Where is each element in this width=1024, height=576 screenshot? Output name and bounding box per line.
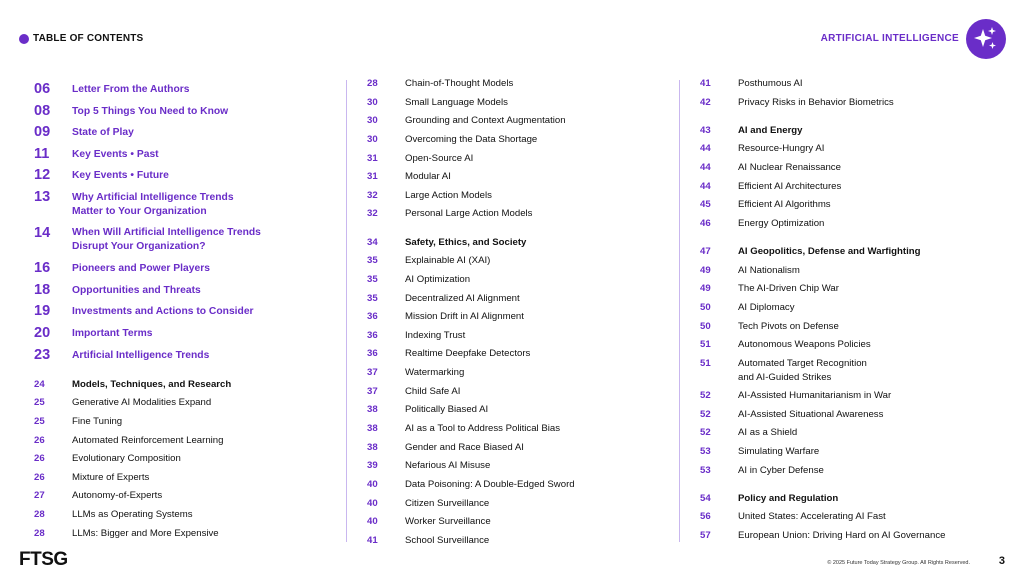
toc-column-3 <box>700 75 1000 546</box>
toc-entry[interactable]: 32 Personal Large Action Models <box>367 208 533 220</box>
toc-entry[interactable]: 38 Gender and Race Biased AI <box>367 441 524 453</box>
toc-entry[interactable]: 51 Autonomous Weapons Policies <box>700 339 871 351</box>
toc-entry[interactable]: 19 Investments and Actions to Consider <box>34 303 254 320</box>
toc-entry[interactable]: 39 Nefarious AI Misuse <box>367 460 491 472</box>
toc-entry[interactable]: 38 Politically Biased AI <box>367 404 489 416</box>
toc-entry[interactable]: 14 When Will Artificial Intelligence Trends Disrupt Your Organization? <box>34 224 261 253</box>
toc-entry[interactable]: 52 AI-Assisted Situational Awareness <box>700 408 884 420</box>
toc-entry[interactable]: 40 Data Poisoning: A Double-Edged Sword <box>367 478 575 490</box>
toc-entry[interactable]: 31 Open-Source AI <box>367 152 474 164</box>
toc-entry[interactable]: 53 AI in Cyber Defense <box>700 464 824 476</box>
toc-section-heading[interactable]: 43 AI and Energy <box>700 124 803 136</box>
toc-entry[interactable]: 38 AI as a Tool to Address Political Bias <box>367 423 561 435</box>
spacer <box>367 224 667 234</box>
toc-column-1 <box>34 79 334 543</box>
toc-section-heading[interactable]: 54 Policy and Regulation <box>700 492 839 504</box>
toc-entry[interactable]: 42 Privacy Risks in Behavior Biometrics <box>700 96 894 108</box>
toc-entry[interactable]: 26 Evolutionary Composition <box>34 453 181 465</box>
toc-entry[interactable]: 16 Pioneers and Power Players <box>34 260 210 277</box>
page-number: 3 <box>998 555 1005 567</box>
toc-label: TABLE OF CONTENTS <box>33 33 144 44</box>
toc-entry[interactable]: 36 Indexing Trust <box>367 329 466 341</box>
toc-entry[interactable]: 56 United States: Accelerating AI Fast <box>700 511 886 523</box>
toc-entry[interactable]: 44 Resource-Hungry AI <box>700 143 825 155</box>
toc-entry[interactable]: 13 Why Artificial Intelligence Trends Matter to Your Organization <box>34 188 234 217</box>
ftsg-logo: FTSG <box>19 549 68 570</box>
page-header <box>0 0 1024 70</box>
toc-entry[interactable]: 08 Top 5 Things You Need to Know <box>34 102 229 119</box>
toc-entry[interactable]: 53 Simulating Warfare <box>700 445 820 457</box>
toc-entry[interactable]: 23 Artificial Intelligence Trends <box>34 346 210 363</box>
toc-entry[interactable]: 20 Important Terms <box>34 324 153 341</box>
spacer <box>700 112 1000 122</box>
toc-entry[interactable]: 27 Autonomy-of-Experts <box>34 490 163 502</box>
toc-entry[interactable]: 28 Chain-of-Thought Models <box>367 78 514 89</box>
toc-entry[interactable]: 25 Fine Tuning <box>34 415 123 427</box>
toc-entry[interactable]: 32 Large Action Models <box>367 189 492 201</box>
toc-entry[interactable]: 11 Key Events • Past <box>34 145 159 162</box>
toc-entry[interactable]: 41 School Surveillance <box>367 534 490 546</box>
toc-entry[interactable]: 35 Decentralized AI Alignment <box>367 292 520 304</box>
column-divider <box>679 80 680 542</box>
spacer <box>34 366 334 376</box>
toc-entry[interactable]: 26 Automated Reinforcement Learning <box>34 434 224 446</box>
toc-section-heading[interactable]: 47 AI Geopolitics, Defense and Warfighting <box>700 246 921 258</box>
toc-entry[interactable]: 40 Citizen Surveillance <box>367 497 490 509</box>
toc-entry[interactable]: 45 Efficient AI Algorithms <box>700 199 831 211</box>
toc-entry[interactable]: 52 AI as a Shield <box>700 427 798 439</box>
toc-entry[interactable]: 49 AI Nationalism <box>700 264 800 276</box>
toc-entry[interactable]: 18 Opportunities and Threats <box>34 281 201 298</box>
toc-section-heading[interactable]: 34 Safety, Ethics, and Society <box>367 236 527 248</box>
toc-entry[interactable]: 50 Tech Pivots on Defense <box>700 320 839 332</box>
toc-entry[interactable]: 31 Modular AI <box>367 171 451 183</box>
toc-entry[interactable]: 37 Watermarking <box>367 367 465 379</box>
toc-entry[interactable]: 06 Letter From the Authors <box>34 81 190 97</box>
toc-entry[interactable]: 46 Energy Optimization <box>700 217 825 229</box>
toc-section-heading[interactable]: 24 Models, Techniques, and Research <box>34 378 232 390</box>
toc-entry[interactable]: 37 Child Safe AI <box>367 385 461 397</box>
spacer <box>700 234 1000 244</box>
toc-entry[interactable]: 57 European Union: Driving Hard on AI Governance <box>700 529 946 541</box>
toc-bullet-icon <box>19 34 29 44</box>
column-divider <box>346 80 347 542</box>
toc-column-2 <box>367 75 667 551</box>
toc-entry[interactable]: 44 Efficient AI Architectures <box>700 180 842 192</box>
toc-entry[interactable]: 41 Posthumous AI <box>700 78 803 89</box>
toc-entry[interactable]: 26 Mixture of Experts <box>34 471 150 483</box>
toc-entry[interactable]: 12 Key Events • Future <box>34 167 169 184</box>
toc-entry[interactable]: 36 Realtime Deepfake Detectors <box>367 348 531 360</box>
spacer <box>700 480 1000 490</box>
toc-entry[interactable]: 30 Grounding and Context Augmentation <box>367 115 566 127</box>
toc-entry[interactable]: 49 The AI-Driven Chip War <box>700 283 839 295</box>
toc-entry[interactable]: 51 Automated Target Recognition and AI-Guided Strikes <box>700 357 867 383</box>
copyright-notice: © 2025 Future Today Strategy Group. All Rights Reserved. <box>827 560 970 566</box>
toc-entry[interactable]: 35 AI Optimization <box>367 273 471 285</box>
toc-entry[interactable]: 28 LLMs as Operating Systems <box>34 509 193 521</box>
toc-entry[interactable]: 36 Mission Drift in AI Alignment <box>367 311 524 323</box>
toc-entry[interactable]: 40 Worker Surveillance <box>367 516 491 528</box>
toc-entry[interactable]: 50 AI Diplomacy <box>700 302 795 314</box>
sparkles-icon <box>966 19 1006 59</box>
section-title: ARTIFICIAL INTELLIGENCE <box>820 33 959 44</box>
toc-entry[interactable]: 09 State of Play <box>34 124 134 141</box>
toc-entry[interactable]: 30 Overcoming the Data Shortage <box>367 133 538 145</box>
toc-entry[interactable]: 44 AI Nuclear Renaissance <box>700 162 841 174</box>
toc-entry[interactable]: 30 Small Language Models <box>367 96 508 108</box>
toc-entry[interactable]: 25 Generative AI Modalities Expand <box>34 397 212 409</box>
toc-entry[interactable]: 35 Explainable AI (XAI) <box>367 255 491 267</box>
toc-entry[interactable]: 52 AI-Assisted Humanitarianism in War <box>700 389 892 401</box>
toc-entry[interactable]: 28 LLMs: Bigger and More Expensive <box>34 527 219 539</box>
